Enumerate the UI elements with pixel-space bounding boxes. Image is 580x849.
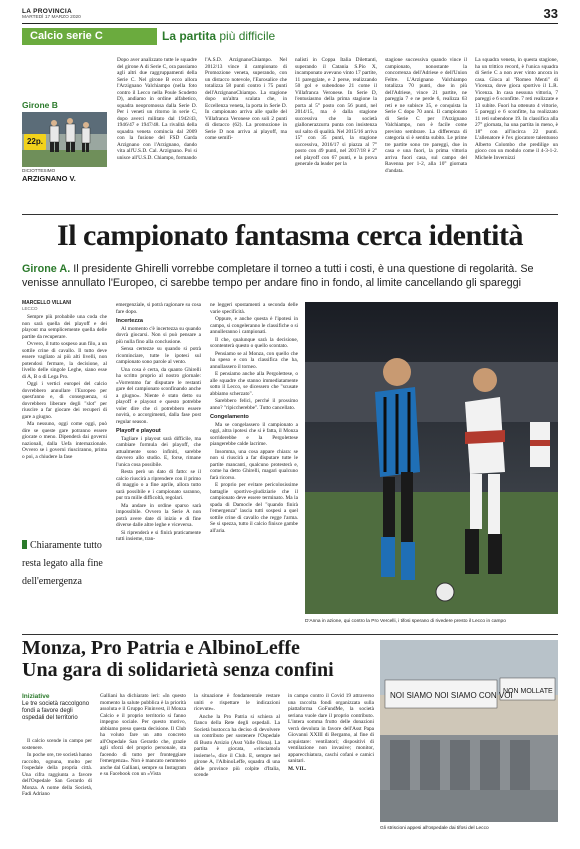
byline-place: LECCO xyxy=(22,306,38,311)
girone-b-team: ARZIGNANO V. xyxy=(22,174,76,183)
page-number: 33 xyxy=(543,6,558,21)
main-photo-caption: D'Anna in azione, qui contro la Pro Vercelli, i tifosi sperano di rivedere presto il Lecco in campo xyxy=(305,619,506,624)
points-badge: 22p. xyxy=(24,134,46,150)
issue-date: MARTEDÌ 17 MARZO 2020 xyxy=(22,15,81,20)
bottom-photo-caption: Gli striscioni appesi all'ospedale dai tifosi del Lecco xyxy=(380,826,489,831)
lede-text: Il presidente Ghirelli vorrebbe completare il torneo a tutti i costi, è una questione di regolarità. Se venisse annullato l'Europeo, ci sarebbe tempo per andare fino in fondo, al limite cancellando gli spareggi xyxy=(22,263,534,289)
girone-b-col-4: stagione successiva quando vince il campionato, nonostante la concorrenza dell'Adriese e dell'Union Feltre. L'Arzignano Valchiampo totalizza 70 punti, due in più dell'Adriese, vince 21 partite, ne pareggia 7 e ne perde 6, realizza 63 reti e ne subisce 35, e conquista la Serie C dopo 70 anni. Il campionato di Serie C per l'Arzignano Valchiampo, non è facile come previsto sembrare. La differenza di categoria si è sentita subito. Le prime tre partite sono tre pareggi, due in casa e una fuori, la prima vittoria arriva fuori casa, sul campo del Ravenna per 1-2, alla 10° giornata d'andata. xyxy=(385,57,467,174)
girone-b-title: Girone B xyxy=(22,100,58,110)
top-rule xyxy=(22,23,558,24)
lede-kicker: Girone A. xyxy=(22,263,71,275)
bottom-kicker: Iniziative xyxy=(22,693,50,700)
byline-name: MARCELLO VILLANI xyxy=(22,300,72,306)
main-col-1: Sempre più probabile una coda che non sarà quella dei playoff e dei playout ma semplicemente quella delle partite da recuperare. Ovvero, il tutto sospeso aun filo, a un sottile crine di cavallo. Il tutto deve essere vagliato ai più alti livelli, non potendosi fermare, la decisione, al livello delle singole Leghe, siano esse di A, B o di Lega Pro. Oggi i vertici europei del calcio dovrebbero annullare l'Europeo per quest'anno e, di conseguenza, si dovrebbero liberare degli "slot" per riuscire a far giocare dei recuperi di gare a giugno. Ma nessuno, oggi come oggi, può dire se queste gare potranno essere giocate o meno. Dipenderà dai governi nazionali, dalla Uefa internazionale. Ovvero se i governi riusciranno, prima o poi, a chiudere la fase xyxy=(22,314,107,460)
section-bar xyxy=(22,28,558,45)
section-subtitle xyxy=(162,28,275,45)
main-col-3: ne leggeri spostamenti a seconda delle varie specificità. Oppure, e anche questa è l'ipotesi in campo, si congeleranno le classifiche o si annulleranno i campionati. Il che, qualunque sarà la decisione, scontenterà questo o quello scontato. Pensiamo se al Monza, con quello che ha speso e con la classifica che ha, annullassero il torneo. E pensiamo anche alla Pergolettese, o alle squadre che stanno immediatamente sotto il Lecco, se dicessero che "scusate abbiamo scherzato". Sarebbero felici, perché il prossimo anno? "ripiccherebbe". Tutto cancellato. Congelamento Ma se congelassero il campionato a oggi, altra ipotesi che si è fatta, il Monza sorriderebbe e la Pergolettese piangerebbe calde lacrime. Insomma, una cosa appare chiara: se non si riuscirà a far disputare tutte le partite mancanti, qualcuno protesterà e, come ha detto Ghirelli, magari qualcuno farà ricorso. E proprio per evitare pericolosissime battaglie sportivo-giudiziarie che il campionato deve essere terminato. Ma la spada di Damocle del "quando finirà l'emergenza" lascia tutti sospesi a quel sottile crine di cavallo che regge l'arma. Se si spezza, tutto il calcio finisce gambe all'aria. xyxy=(210,302,298,534)
banner-text-2: NON MOLLATE xyxy=(503,688,553,695)
bottom-col-3: la situazione è fondamentale restare uniti e rispettare le indicazioni ricevute». Anche la Pro Patria si schiera al fianco della Rete degli ospedali. La Società bustocca ha deciso di devolvere un contributo per sostenere l'Ospedale di Busto Arsizio (Asst Valle Olona). La partita è giocata, «vinciamola insieme!», dice il Club. E, sempre nel girone A, l'AlbinoLeffe, squadra di una delle province più colpite d'Italia, scende xyxy=(194,693,280,778)
girone-b-col-1: Dopo aver analizzato tutte le squadre del girone A di Serie C, ora passiamo agli altri due raggruppamenti della Serie C. Nel girone B ecco allora l'Arzignano Valchiampo (nella foto contro il Lecco nella Poule Scudetto D), andiamo in ordine alfabetico, squadra neopromossa dalla Serie D. Per i veneti un ritorno in serie C, dopo averci militato dal 1942/43, 1946/47 e 1947/48. La rivalità della squadra veneta comincia dal 2009 con la fusione del FSD Garda Arzignano con l'Arzignano, dando vita all'U.S.D. Cal. Arzignano. Poi si unisce all'U.S.D. Chiampo, formando xyxy=(117,57,197,161)
bottom-photo xyxy=(380,640,558,822)
girone-b-rank: DICIOTTESIMO xyxy=(22,168,56,173)
pullquote-text: Chiaramente tutto resta legato alla fine dell'emergenza xyxy=(22,540,103,587)
banner-text-1: NOI SIAMO NOI SIAMO CON VOI xyxy=(390,691,513,700)
bottom-kicker-text: Le tre società raccolgono fondi a favore degli ospedali del territorio xyxy=(22,701,90,722)
section-divider xyxy=(22,214,558,215)
main-headline: Il campionato fantasma cerca identità xyxy=(57,219,523,252)
girone-b-col-5: La squadra veneta, in questa stagione, ha un trittico record, è l'unica squadra di Serie C a non aver vinto ancora in casa. Gioca al "Romeo Menti" di Vicenza, dove gioca sportivo il L.R. Vicenza. In casa nessuna vittoria, 7 pareggi e 6 sconfitte. 7 reti realizzate e 13 subite. Fuori ha ottenuto 4 vittorie, 5 pareggi e 6 sconfitte, ha realizzato 11 reti subendone 19. In classifica alla 27° giornata, ha una partita in meno, è 18° con all'incirca 22 punti. L'allenatore è l'ex giocatore talentuoso Alberto Colombo che predilige un gioco con un modulo come il 4-3-1-2. Michele Invernizzi xyxy=(475,57,558,161)
girone-b-col-3: nalisti in Coppa Italia Dilettanti, superando il Catania S.Pio X, incamponato avevano vinto 17 partite, 11 pareggiate, e 2 perse, realizzando 50 gol e subendone 21 come il Villafranca Veronese. In Serie D, l'entusiasmo della prima stagione la porta al 5° posto con 56 punti, nel 2014/15, ma è dalla stagione successiva che la società giallonerazzurra punta con insistenza sul salto di qualità. Nel 2015/16 arriva 15° con 35 punti, la stagione successiva, 2016/17 si piazza al 7° posto con 49 punti, nel 2017/18 è 2° nel playoff con 67 punti, e la prova generale da leader per la xyxy=(295,57,377,167)
section-label: Calcio serie C xyxy=(22,28,157,45)
girone-b-col-2: l'A.S.D. ArzignanoChiampo. Nel 2012/13 vince il campionato di Promozione veneta, superando, con un distacco notevole, l'Eurosalice che totalizza 58 punti contro i 75 punti dell'ArzignanoChiampo. La stagione dopo un'altra scalata che, in Eccellenza veneta, la porta in Serie D. In campionato arriva alle spalle del Villafranca Veronese con soli 2 punti di distacco (62). La promozione in Serie D non arriva ai playoff, ma come semifi- xyxy=(205,57,287,141)
pullquote-marker xyxy=(22,540,27,549)
bottom-headline-line-1: Monza, Pro Patria e AlbinoLeffe xyxy=(22,637,300,659)
bottom-divider xyxy=(22,634,558,635)
main-photo xyxy=(305,302,558,614)
bottom-headline xyxy=(22,637,372,681)
bottom-headline-line-2: Una gara di solidarietà senza confini xyxy=(22,659,334,681)
main-lede xyxy=(22,262,558,290)
bottom-col-1: Il calcio scende in campo per sostenere. In poche ore, tre società hanno raccolto, ognuna, molto per l'ospedale della propria città. Una cifra raggiunta a favore dell'Ospedale San Gerardo di Monza. A nome della Società, Fadi Adriano xyxy=(22,738,93,797)
main-col-2: emergenziale, si potrà ragionare su cosa fare dopo. Incertezza Al momento c'è incertezza su quando dovrà giocarsi. Non si può pensare a più nulla fino alla conclusione. Sensa certezze su quando si potrà ricominciare, tutte le ipotesi sul campionato sono parole al vento. Una cosa è certa, da quanto Ghirelli ha scritto proprio al nostro giornale: «Vorremmo far disputare le restanti gare del campionato sconfinando anche a giugno». Niente è stato detto su playoff e playout e questo potrebbe voler dire che ci potrebbero essere novità, o accorgimenti, dalla fase post regular season. Playoff e playout Tagliare i playout sarà difficile, ma cambiare formula dei playoff, che attualmente sono infiniti, sarebbe davvero allo studio. E, forse, rimane l'unica cosa possibile. Resta però un dato di fatto: se il calcio riuscirà a riprendere con il primo di maggio o a fine aprile, allora tutto sarà possibile e i campionato saranno, pur tra mille difficoltà, regolari. Ma andare in ordine sparso sarà impossibile. Ovvero la Serie A non potrà avere date di inizio e di fine diverse dalle altre leghe e viceversa. Si riprenderà e si finirà praticamente tutti insieme, tran- xyxy=(116,302,201,542)
bottom-col-2: Galliani ha dichiarato ieri: «In questo momento la salute pubblica è la priorità assoluta e il Gruppo Fininvest, il Monza Calcio e il proprio territorio si fanno impegno sociale. Per questo motivo, abbiamo preso questa decisione. Il Club ha voluto fare un atto concreto all'Ospedale San Gerardo che, grazie agli sforzi del proprio personale, sta facendo di tutto per fronteggiare l'emergenza». Non è mancato nemmeno anche dal Galliani, sempre su Instagram e su Facebook con un «Vista xyxy=(100,693,186,777)
section-subtitle-light: più difficile xyxy=(219,29,276,43)
bottom-col-4: in campo contro il Covid 19 attraverso una raccolta fondi organizzata sulla piattaforma GoFundMe, la società seriana vuole dare il proprio contributo. L'intera somma frutto delle donazioni verrà devoluta in favore dell'Asst Papa Giovanni XXIII di Bergamo, al fine di acquistare: ventilatori; dispositivi di ventilazione non invasive; monitor, apparecchiatura, caschi cofani e camici sanitari. M. VIL. xyxy=(288,693,374,772)
pull-quote xyxy=(22,535,107,589)
section-subtitle-bold: La partita xyxy=(162,29,217,43)
newspaper-logo: LA PROVINCIA xyxy=(22,8,72,15)
